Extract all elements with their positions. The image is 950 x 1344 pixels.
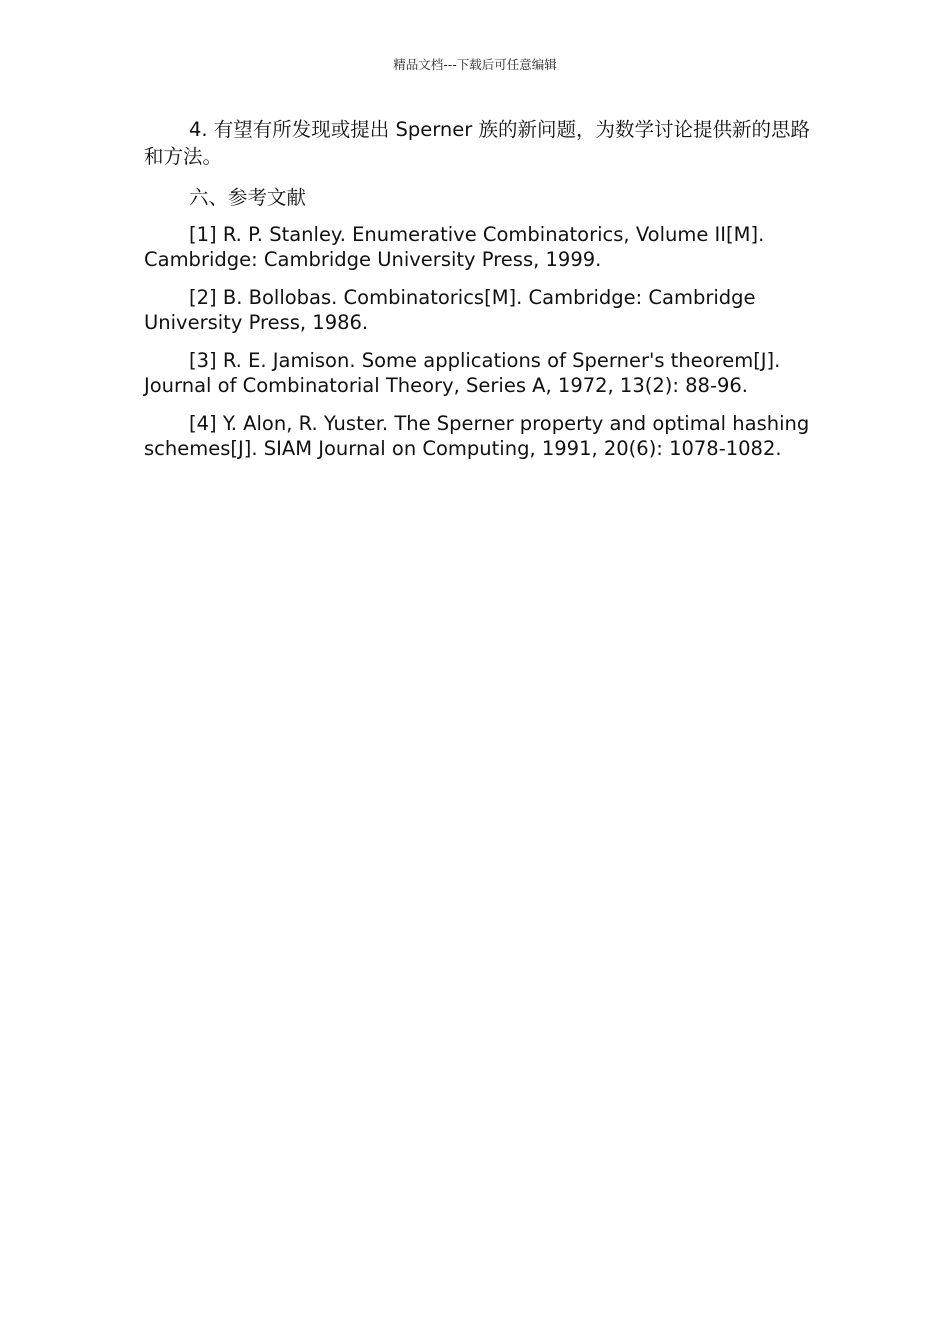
section-heading-references: 六、参考文献 — [189, 186, 307, 209]
reference-item-4: [4] Y. Alon, R. Yuster. The Sperner property and optimal hashing schemes[J]. SIAM Journal on Computing, 1991, 20(6): 1078-1082. — [144, 412, 810, 460]
page-header: 精品文档---下载后可任意编辑 — [393, 57, 557, 72]
reference-item-3: [3] R. E. Jamison. Some applications of Sperner's theorem[J]. Journal of Combinatorial Theory, Series A, 1972, 13(2): 88-96. — [144, 349, 781, 397]
reference-item-1: [1] R. P. Stanley. Enumerative Combinatorics, Volume II[M]. Cambridge: Cambridge University Press, 1999. — [144, 223, 765, 271]
reference-item-2: [2] B. Bollobas. Combinatorics[M]. Cambridge: Cambridge University Press, 1986. — [144, 286, 756, 334]
document-body — [144, 116, 810, 475]
paragraph-item-4: 4. 有望有所发现或提出 Sperner 族的新问题，为数学讨论提供新的思路和方法。 — [144, 118, 811, 168]
